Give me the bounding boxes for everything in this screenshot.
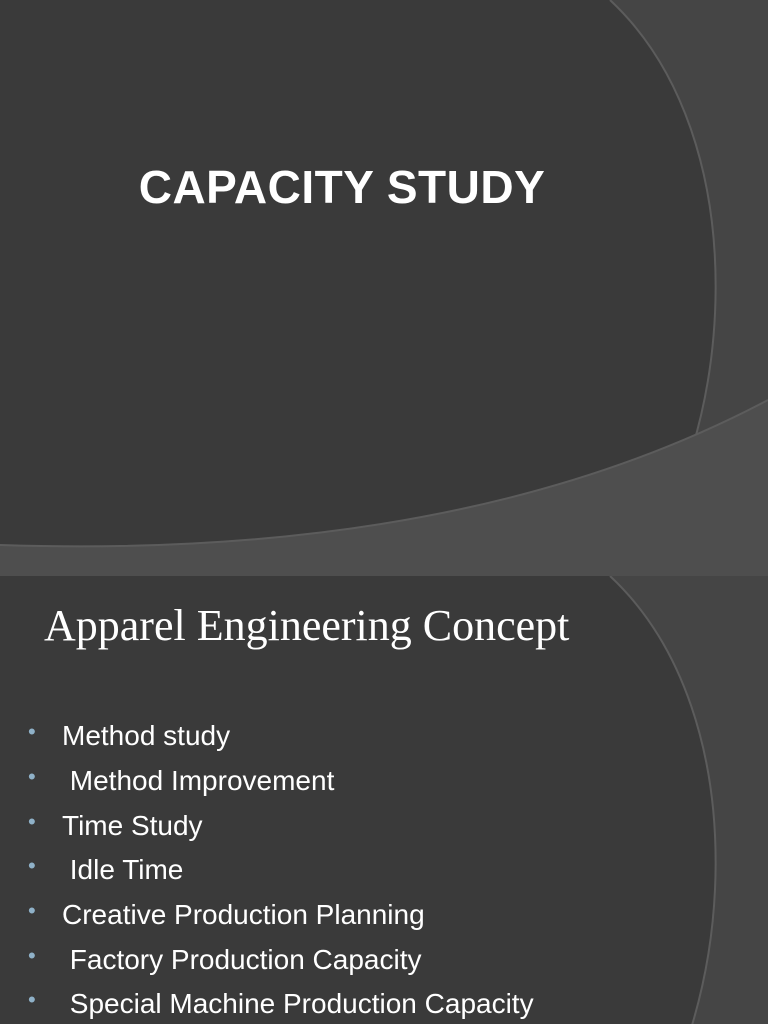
bullet-icon: • (28, 764, 36, 790)
bullet-icon: • (28, 942, 36, 968)
list-item (28, 759, 534, 804)
list-item (28, 982, 534, 1024)
slide-title: CAPACITY STUDY (138, 161, 546, 213)
list-item-text: Method Improvement (62, 765, 335, 797)
list-item (28, 893, 534, 938)
list-item-text: Method study (62, 720, 231, 752)
list-item-text: Creative Production Planning (62, 899, 425, 931)
list-item-text: Idle Time (62, 854, 184, 886)
list-item (28, 803, 534, 848)
content-slide (0, 576, 768, 1024)
bullet-icon: • (28, 853, 36, 879)
list-item (28, 937, 534, 982)
bullet-icon: • (28, 719, 36, 745)
list-item-text: Time Study (62, 809, 203, 841)
bullet-icon: • (28, 898, 36, 924)
list-item-text: Factory Production Capacity (62, 943, 422, 975)
list-item-text: Special Machine Production Capacity (62, 988, 534, 1020)
bullet-list (28, 714, 534, 1024)
list-item (28, 848, 534, 893)
bullet-icon: • (28, 808, 36, 834)
slide-title: Apparel Engineering Concept (44, 601, 570, 650)
list-item (28, 714, 534, 759)
bullet-icon: • (28, 987, 36, 1013)
